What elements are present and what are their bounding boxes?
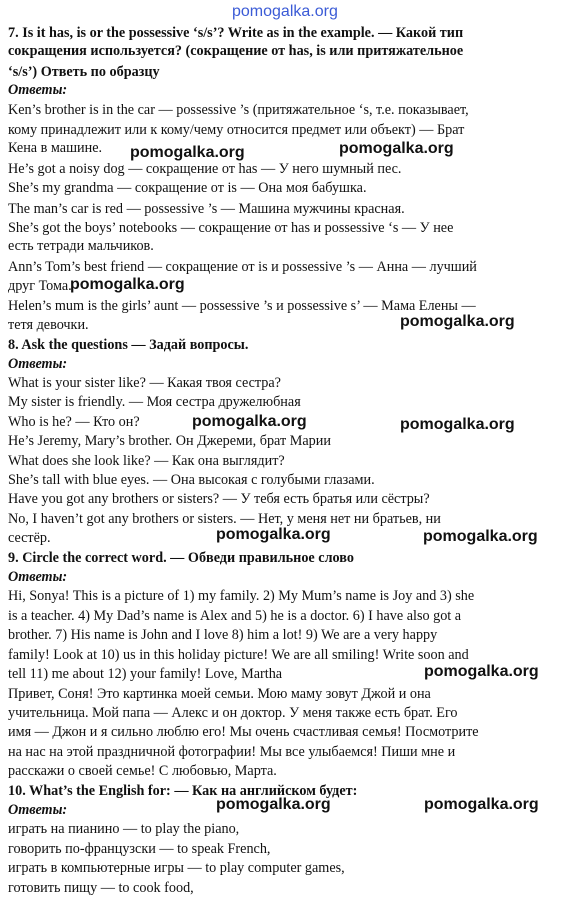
watermark: pomogalka.org <box>70 276 185 293</box>
task7-heading-line3: ‘s/s’) Ответь по образцу <box>8 64 160 80</box>
task7-answers-label: Ответы: <box>8 82 68 98</box>
text-line: is a teacher. 4) My Dad’s name is Alex and 5) he is a doctor. 6) I have also got a <box>8 608 462 624</box>
text-line: Have you got any brothers or sisters? — У тебя есть братья или сёстры? <box>8 491 430 507</box>
text-line: на нас на этой праздничной фотографии! Мы все улыбаемся! Пиши мне и <box>8 744 456 760</box>
text-line: готовить пищу — to cook food, <box>8 880 194 896</box>
text-line: She’s tall with blue eyes. — Она высокая с голубыми глазами. <box>8 472 375 488</box>
text-line: играть на пианино — to play the piano, <box>8 821 240 837</box>
text-line: имя — Джон и я сильно люблю его! Мы очень счастливая семья! Посмотрите <box>8 724 479 740</box>
watermark: pomogalka.org <box>400 416 515 433</box>
text-line: The man’s car is red — possessive ’s — Машина мужчины красная. <box>8 201 405 217</box>
task9-answers-label: Ответы: <box>8 569 68 585</box>
task8-heading: 8. Ask the questions — Задай вопросы. <box>8 337 249 353</box>
text-line: family! Look at 10) us in this holiday picture! We are all smiling! Write soon and <box>8 647 469 663</box>
text-line: Ken’s brother is in the car — possessive ’s (притяжательное ‘s, т.е. показывает, <box>8 102 469 118</box>
text-line: He’s got a noisy dog — сокращение от has — У него шумный пес. <box>8 161 402 177</box>
watermark: pomogalka.org <box>424 663 539 680</box>
text-line: есть тетради мальчиков. <box>8 238 154 254</box>
text-line: What does she look like? — Как она выглядит? <box>8 453 285 469</box>
text-line: What is your sister like? — Какая твоя сестра? <box>8 375 281 391</box>
watermark: pomogalka.org <box>216 796 331 813</box>
text-line: расскажи о своей семье! С любовью, Марта. <box>8 763 277 779</box>
text-line: My sister is friendly. — Моя сестра дружелюбная <box>8 394 301 410</box>
text-line: Привет, Соня! Это картинка моей семьи. Мою маму зовут Джой и она <box>8 686 431 702</box>
text-line: Кена в машине. <box>8 140 103 156</box>
watermark: pomogalka.org <box>130 144 245 161</box>
text-line: друг Тома. <box>8 278 72 294</box>
watermark: pomogalka.org <box>192 413 307 430</box>
task7-heading-line1: 7. Is it has, is or the possessive ‘s/s’? Write as in the example. — Какой тип <box>8 25 464 41</box>
text-line: Hi, Sonya! This is a picture of 1) my family. 2) My Mum’s name is Joy and 3) she <box>8 588 475 604</box>
text-line: tell 11) me about 12) your family! Love, Martha <box>8 666 283 682</box>
watermark: pomogalka.org <box>400 313 515 330</box>
text-line: тетя девочки. <box>8 317 89 333</box>
watermark: pomogalka.org <box>423 528 538 545</box>
text-line: играть в компьютерные игры — to play computer games, <box>8 860 345 876</box>
text-line: No, I haven’t got any brothers or sisters. — Нет, у меня нет ни братьев, ни <box>8 511 441 527</box>
text-line: кому принадлежит или к кому/чему относится предмет или объект) — Брат <box>8 122 465 138</box>
text-line: Helen’s mum is the girls’ aunt — possessive ’s и possessive s’ — Мама Елены — <box>8 298 476 314</box>
watermark-top: pomogalka.org <box>232 3 338 20</box>
task8-answers-label: Ответы: <box>8 356 68 372</box>
watermark: pomogalka.org <box>424 796 539 813</box>
watermark: pomogalka.org <box>339 140 454 157</box>
text-line: He’s Jeremy, Mary’s brother. Он Джереми, брат Марии <box>8 433 331 449</box>
text-line: Who is he? — Кто он? <box>8 414 140 430</box>
task7-heading-line2: сокращения используется? (сокращение от has, is или притяжательное <box>8 43 464 59</box>
text-line: brother. 7) His name is John and I love 8) him a lot! 9) We are a very happy <box>8 627 438 643</box>
task10-heading: 10. What’s the English for: — Как на английском будет: <box>8 783 358 799</box>
text-line: She’s got the boys’ notebooks — сокращение от has и possessive ‘s — У нее <box>8 220 454 236</box>
task10-answers-label: Ответы: <box>8 802 68 818</box>
task9-heading: 9. Circle the correct word. — Обведи правильное слово <box>8 550 354 566</box>
text-line: учительница. Мой папа — Алекс и он доктор. У меня также есть брат. Его <box>8 705 458 721</box>
watermark: pomogalka.org <box>216 526 331 543</box>
text-line: говорить по-французски — to speak French, <box>8 841 271 857</box>
text-line: She’s my grandma — сокращение от is — Она моя бабушка. <box>8 180 367 196</box>
text-line: сестёр. <box>8 530 51 546</box>
text-line: Ann’s Tom’s best friend — сокращение от is и possessive ’s — Анна — лучший <box>8 259 477 275</box>
